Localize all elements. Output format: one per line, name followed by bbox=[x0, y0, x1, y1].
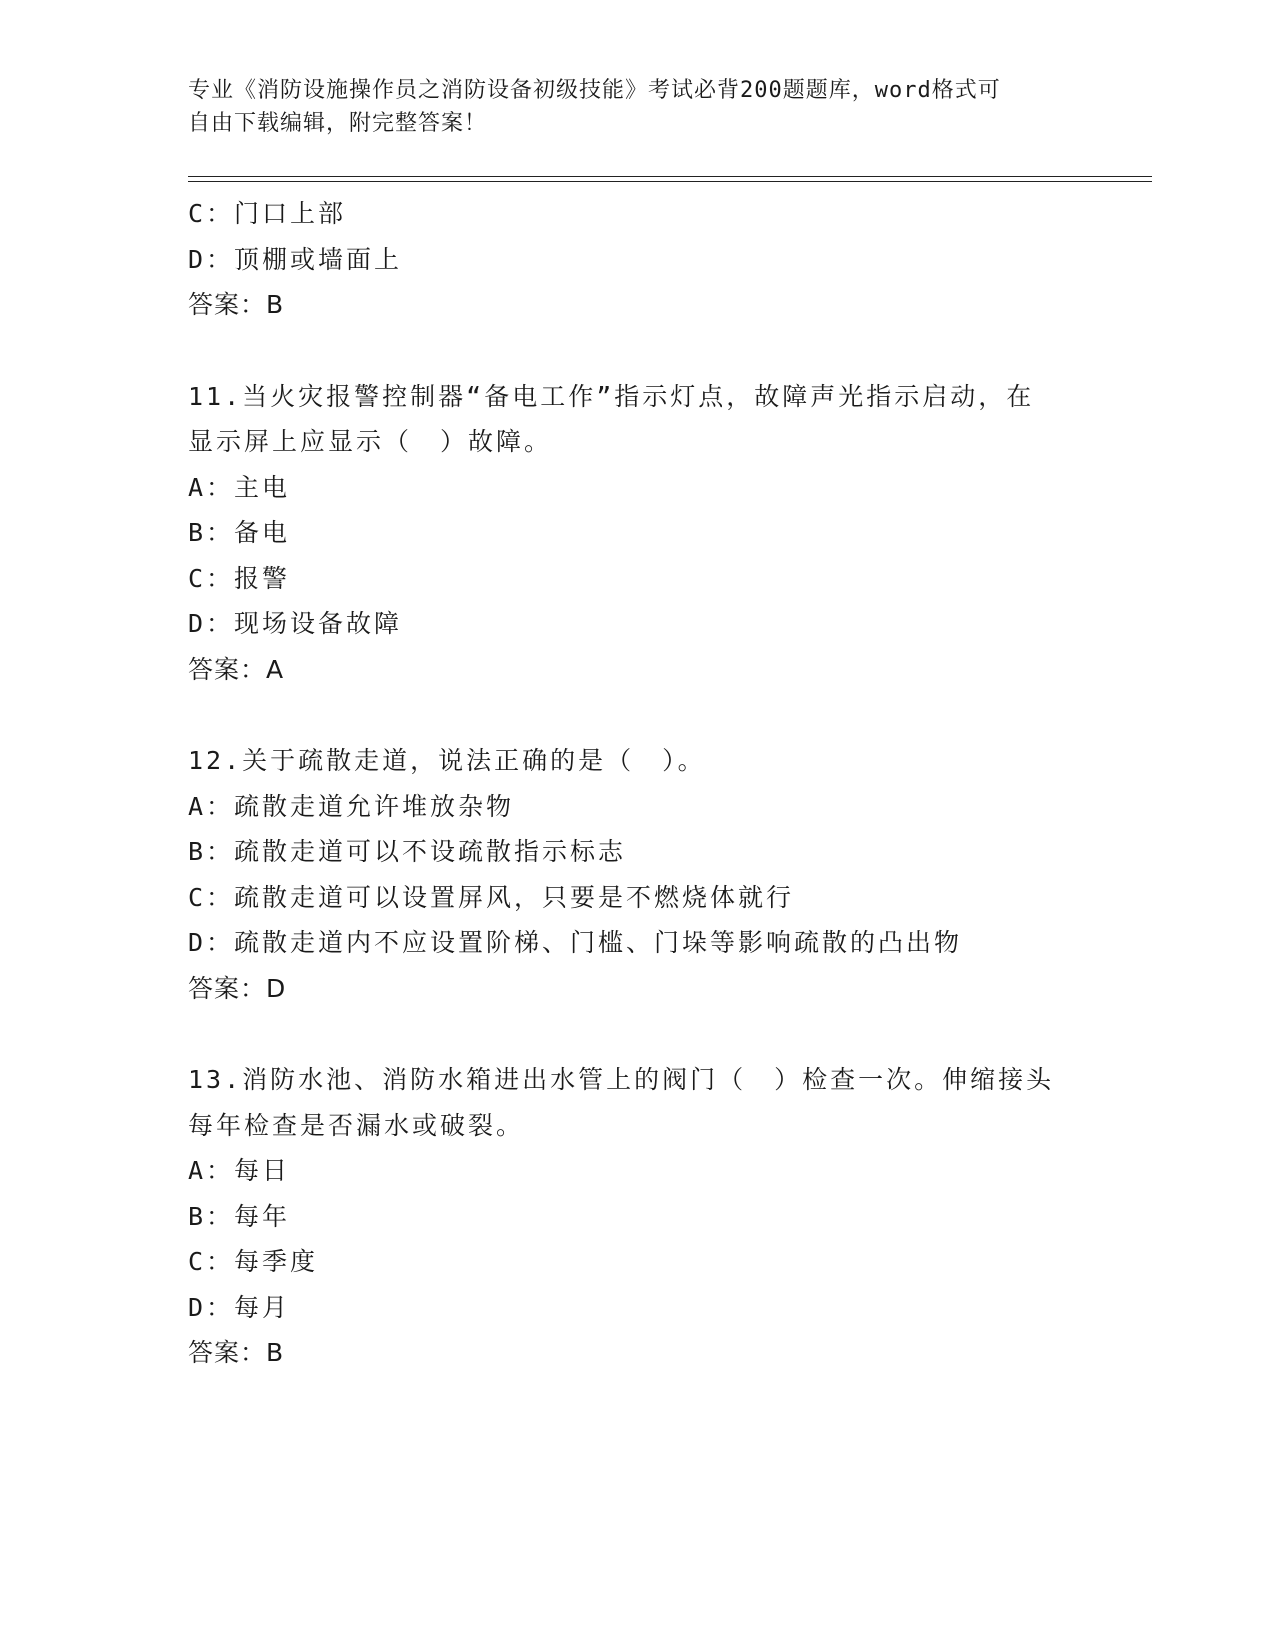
option-b: B：疏散走道可以不设疏散指示标志 bbox=[188, 837, 627, 866]
answer-line: 答案：A bbox=[188, 654, 285, 684]
option-d: D：现场设备故障 bbox=[188, 609, 403, 638]
question-stem-line: 显示屏上应显示（ ）故障。 bbox=[188, 427, 553, 456]
question-stem-line: 每年检查是否漏水或破裂。 bbox=[188, 1110, 525, 1140]
option-d: D：顶棚或墙面上 bbox=[188, 244, 403, 274]
answer-line: 答案：D bbox=[188, 973, 287, 1003]
document-header bbox=[188, 74, 1068, 140]
answer-line: 答案：B bbox=[188, 290, 285, 319]
option-a: A：疏散走道允许堆放杂物 bbox=[188, 791, 515, 821]
option-a: A：每日 bbox=[188, 1156, 291, 1185]
header-line-2: 自由下载编辑，附完整答案！ bbox=[188, 111, 488, 136]
option-b: B：每年 bbox=[188, 1201, 291, 1231]
question-12 bbox=[188, 738, 1088, 1011]
question-13 bbox=[188, 1057, 1088, 1376]
answer-line: 答案：B bbox=[188, 1338, 285, 1367]
header-line-1: 专业《消防设施操作员之消防设备初级技能》考试必背200题题库，word格式可 bbox=[188, 78, 1001, 103]
question-10-continued bbox=[188, 191, 1088, 328]
option-a: A：主电 bbox=[188, 472, 291, 502]
option-d: D：每月 bbox=[188, 1292, 291, 1322]
option-c: C：每季度 bbox=[188, 1247, 319, 1276]
question-stem-line: 11.当火灾报警控制器“备电工作”指示灯点，故障声光指示启动，在 bbox=[188, 381, 1035, 411]
question-stem-line: 13.消防水池、消防水箱进出水管上的阀门（ ）检查一次。伸缩接头 bbox=[188, 1065, 1055, 1094]
header-divider-bottom bbox=[188, 181, 1152, 182]
header-divider-top bbox=[188, 176, 1152, 177]
question-stem-line: 12.关于疏散走道，说法正确的是（ ）。 bbox=[188, 746, 706, 775]
option-c: C：报警 bbox=[188, 563, 291, 593]
question-content bbox=[188, 191, 1088, 1376]
option-b: B：备电 bbox=[188, 518, 291, 547]
question-11 bbox=[188, 374, 1088, 693]
option-d: D：疏散走道内不应设置阶梯、门槛、门垛等影响疏散的凸出物 bbox=[188, 928, 963, 957]
option-c: C：门口上部 bbox=[188, 199, 347, 228]
option-c: C：疏散走道可以设置屏风，只要是不燃烧体就行 bbox=[188, 882, 795, 912]
